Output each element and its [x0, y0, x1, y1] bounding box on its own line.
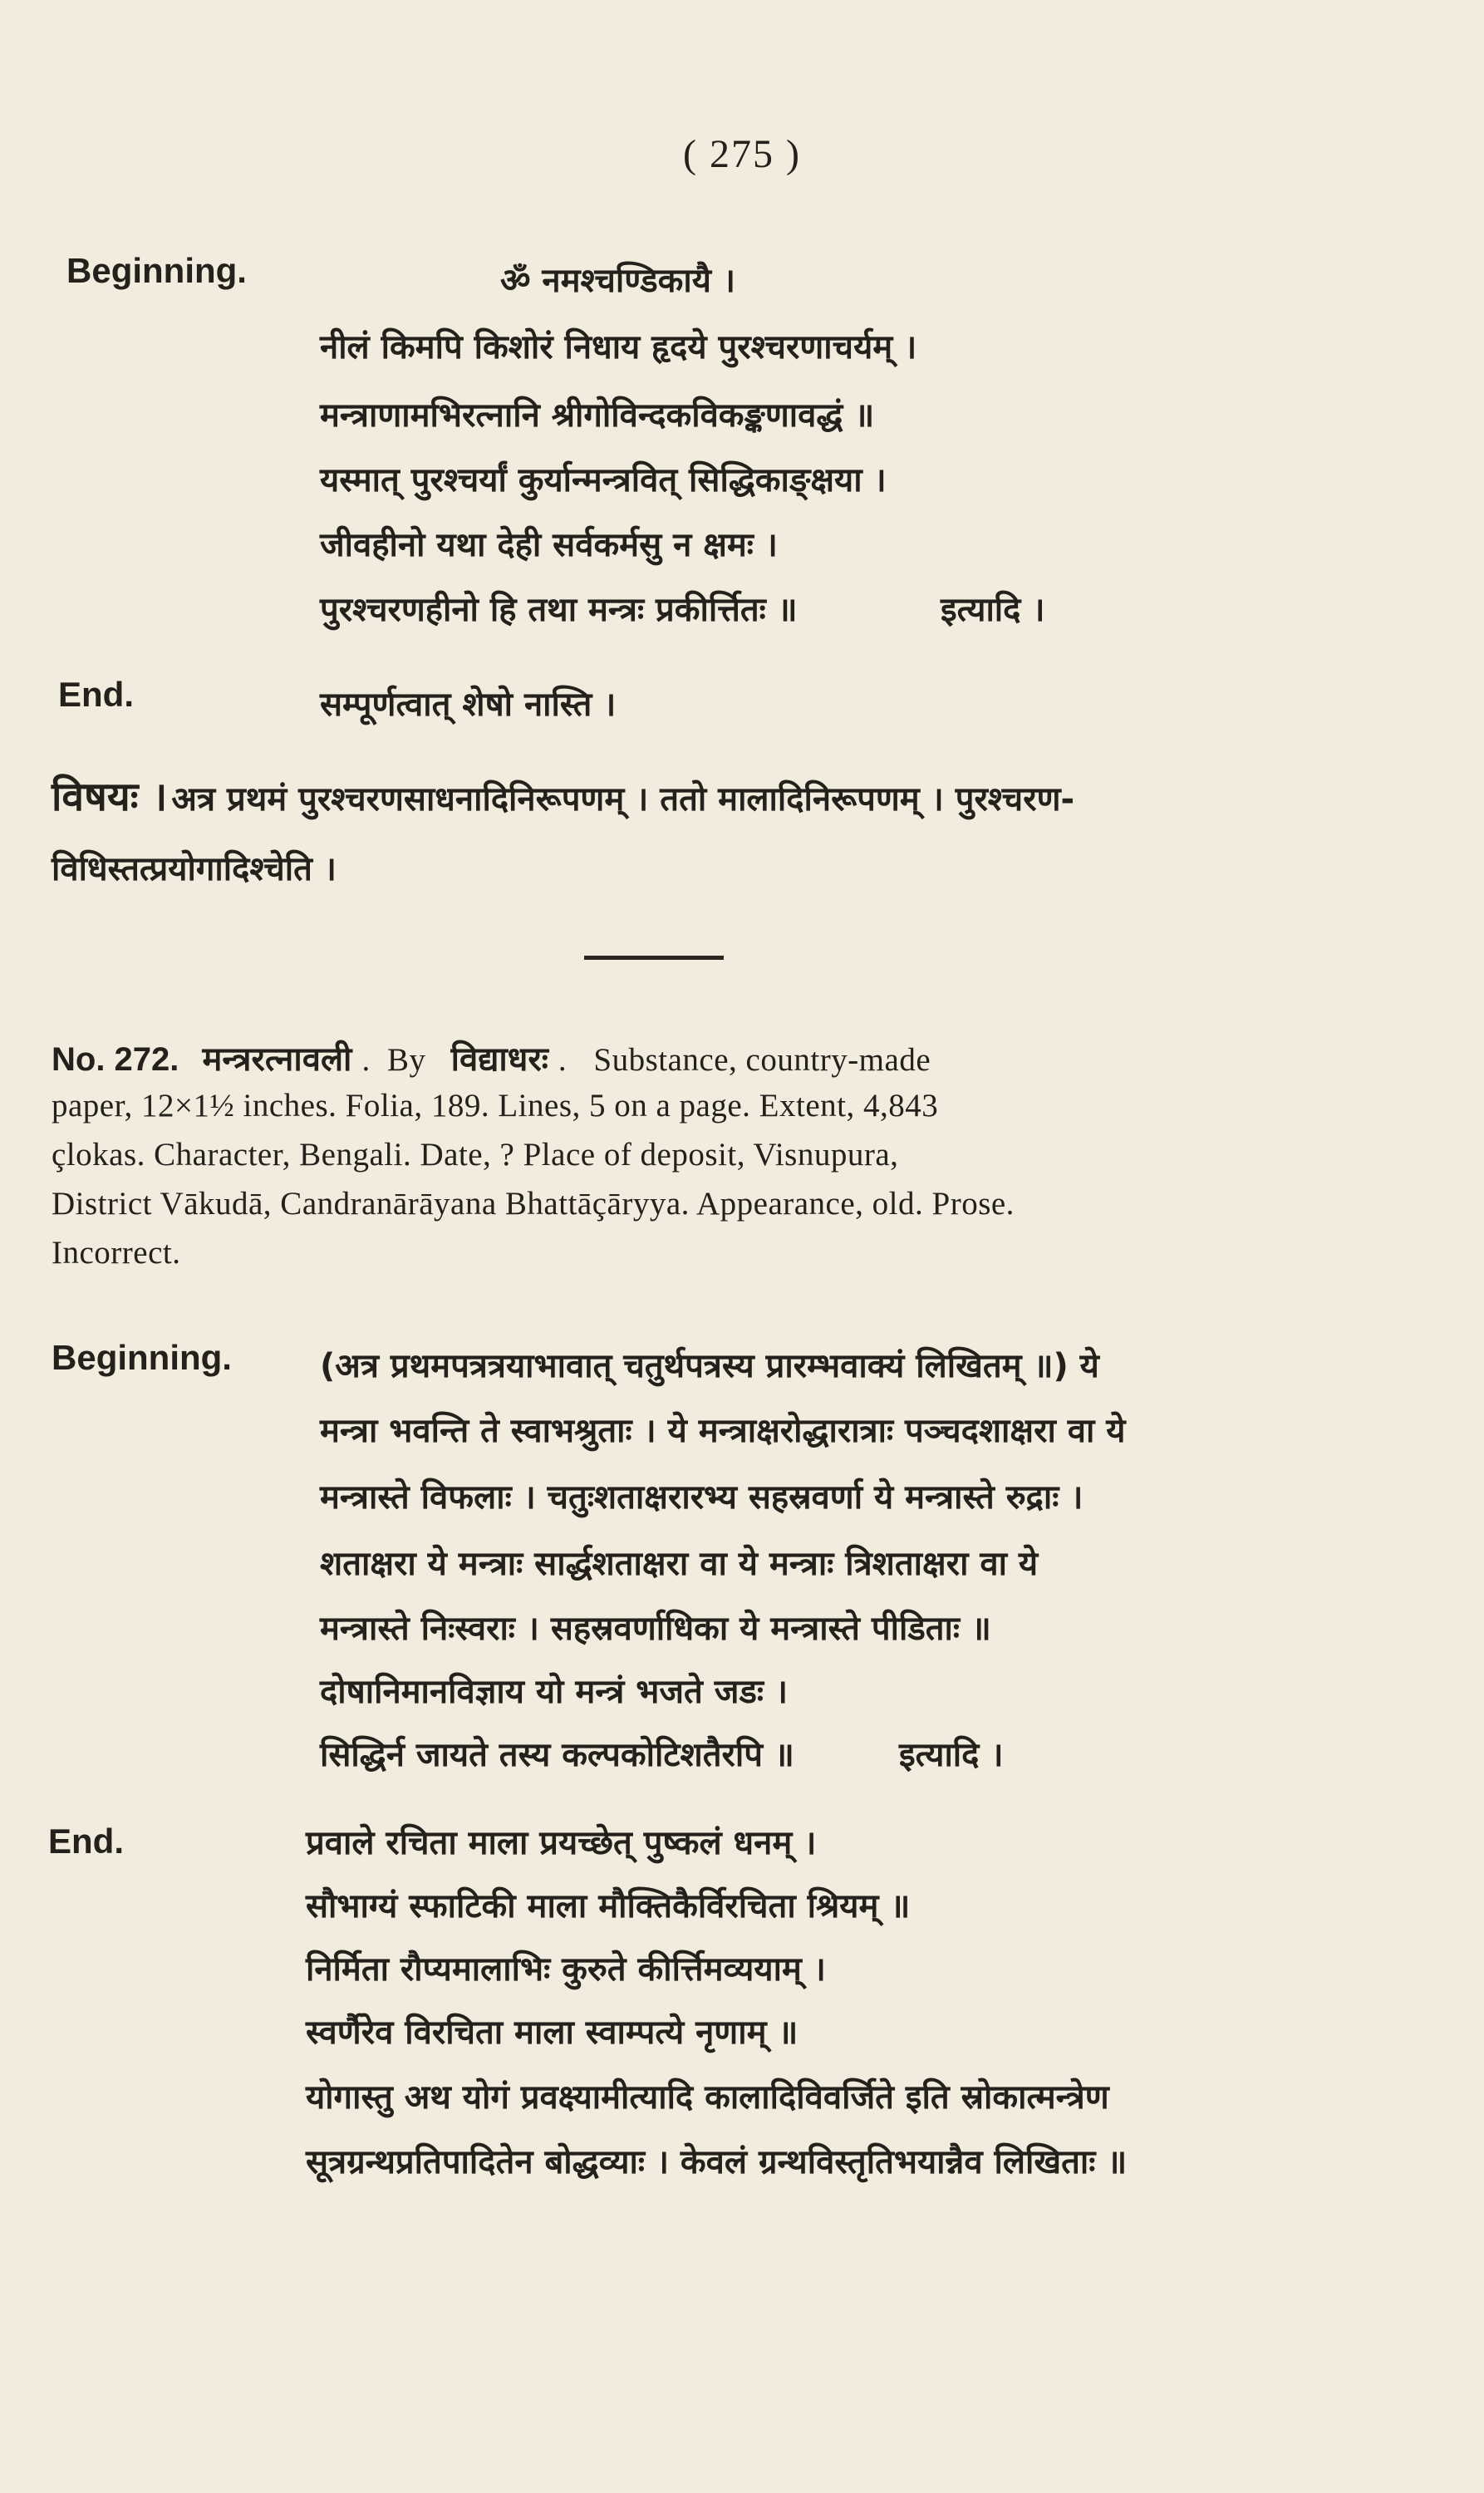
- entry-description: Incorrect.: [52, 1235, 181, 1271]
- beginning-line: दोषानिमानविज्ञाय यो मन्त्रं भजते जडः ।: [320, 1673, 789, 1711]
- beginning-line: (अत्र प्रथमपत्रत्रयाभावात् चतुर्थपत्रस्य प्रारम्भवाक्यं लिखितम् ॥) ये: [320, 1347, 1099, 1385]
- entry-header: No. 272. मन्त्ररत्नावली . By विद्याधरः . Substance, country-made: [52, 1040, 931, 1079]
- beginning-line: मन्त्रास्ते विफलाः । चतुःशताक्षरारभ्य सहस्रवर्णा ये मन्त्रास्ते रुद्राः ।: [320, 1478, 1084, 1517]
- page-number: ( 275 ): [683, 132, 801, 176]
- end-line: प्रवाले रचिता माला प्रयच्छेत् पुष्कलं धनम् ।: [306, 1824, 817, 1862]
- beginning-line: ॐ नमश्चण्डिकायै ।: [500, 262, 736, 300]
- subject-text: अत्र प्रथमं पुरश्चरणसाधनादिनिरूपणम् । ततो मालादिनिरूपणम् । पुरश्चरण-: [171, 780, 1075, 819]
- section-divider: [584, 956, 724, 960]
- entry-description: paper, 12×1½ inches. Folia, 189. Lines, 5 on a page. Extent, 4,843: [52, 1088, 939, 1124]
- entry-author: विद्याधरः: [450, 1040, 548, 1079]
- end-line: स्वर्णैरेव विरचिता माला स्वाम्पत्ये नृणाम् ॥: [306, 2014, 799, 2052]
- end-label: End.: [58, 675, 134, 714]
- entry-description: Substance, country-made: [593, 1042, 931, 1078]
- beginning-label: Beginning.: [66, 251, 247, 290]
- beginning-line: नीलं किमपि किशोरं निधाय हृदये पुरश्चरणाचर्यम् ।: [320, 328, 917, 366]
- entry-description: çlokas. Character, Bengali. Date, ? Place of deposit, Visnupura,: [52, 1137, 899, 1173]
- entry-description: District Vākudā, Candranārāyana Bhattāçāryya. Appearance, old. Prose.: [52, 1186, 1015, 1222]
- ityadi-marker: इत्यादि ।: [941, 591, 1045, 629]
- end-line: निर्मिता रौप्यमालाभिः कुरुते कीर्त्तिमव्ययाम् ।: [306, 1950, 826, 1989]
- end-label: End.: [48, 1822, 124, 1861]
- beginning-line: मन्त्राणामभिरत्नानि श्रीगोविन्दकविकङ्कणावद्धं ॥: [320, 396, 875, 435]
- end-line: सूत्रग्रन्थप्रतिपादितेन बोद्धव्याः । केवलं ग्रन्थविस्तृतिभयान्नैव लिखिताः ॥: [306, 2143, 1128, 2181]
- beginning-line: सिद्धिर्न जायते तस्य कल्पकोटिशतैरपि ॥: [320, 1736, 794, 1774]
- beginning-line: पुरश्चरणहीनो हि तथा मन्त्रः प्रकीर्त्तितः ॥: [320, 591, 798, 629]
- by-label: By: [387, 1042, 426, 1078]
- beginning-line: मन्त्रा भवन्ति ते स्वाभश्रुताः । ये मन्त्राक्षरोद्धारात्राः पञ्चदशाक्षरा वा ये: [320, 1412, 1126, 1450]
- end-line: सम्पूर्णत्वात् शेषो नास्ति ।: [320, 686, 617, 724]
- entry-title: मन्त्ररत्नावली: [202, 1040, 352, 1079]
- ityadi-marker: इत्यादि ।: [899, 1736, 1004, 1774]
- end-line: योगास्तु अथ योगं प्रवक्ष्यामीत्यादि कालादिविवर्जिते इति स्रोकात्मन्त्रेण: [306, 2078, 1109, 2117]
- beginning-label: Beginning.: [52, 1338, 232, 1377]
- entry-number: No. 272.: [52, 1041, 179, 1078]
- beginning-line: यस्मात् पुरश्चर्यां कुर्यान्मन्त्रवित् सिद्धिकाङ्क्षया ।: [320, 461, 887, 499]
- end-line: सौभाग्यं स्फाटिकी माला मौक्तिकैर्विरचिता श्रियम् ॥: [306, 1887, 911, 1925]
- subject-paragraph: [52, 769, 1074, 823]
- beginning-line: जीवहीनो यथा देही सर्वकर्मसु न क्षमः ।: [320, 526, 778, 564]
- subject-label: विषयः ।: [52, 774, 168, 820]
- beginning-line: मन्त्रास्ते निःस्वराः । सहस्रवर्णाधिका ये मन्त्रास्ते पीडिताः ॥: [320, 1610, 991, 1648]
- subject-text-continued: विधिस्तत्प्रयोगादिश्चेति ।: [52, 850, 337, 888]
- beginning-line: शताक्षरा ये मन्त्राः सार्द्धशताक्षरा वा ये मन्त्राः त्रिशताक्षरा वा ये: [320, 1545, 1039, 1583]
